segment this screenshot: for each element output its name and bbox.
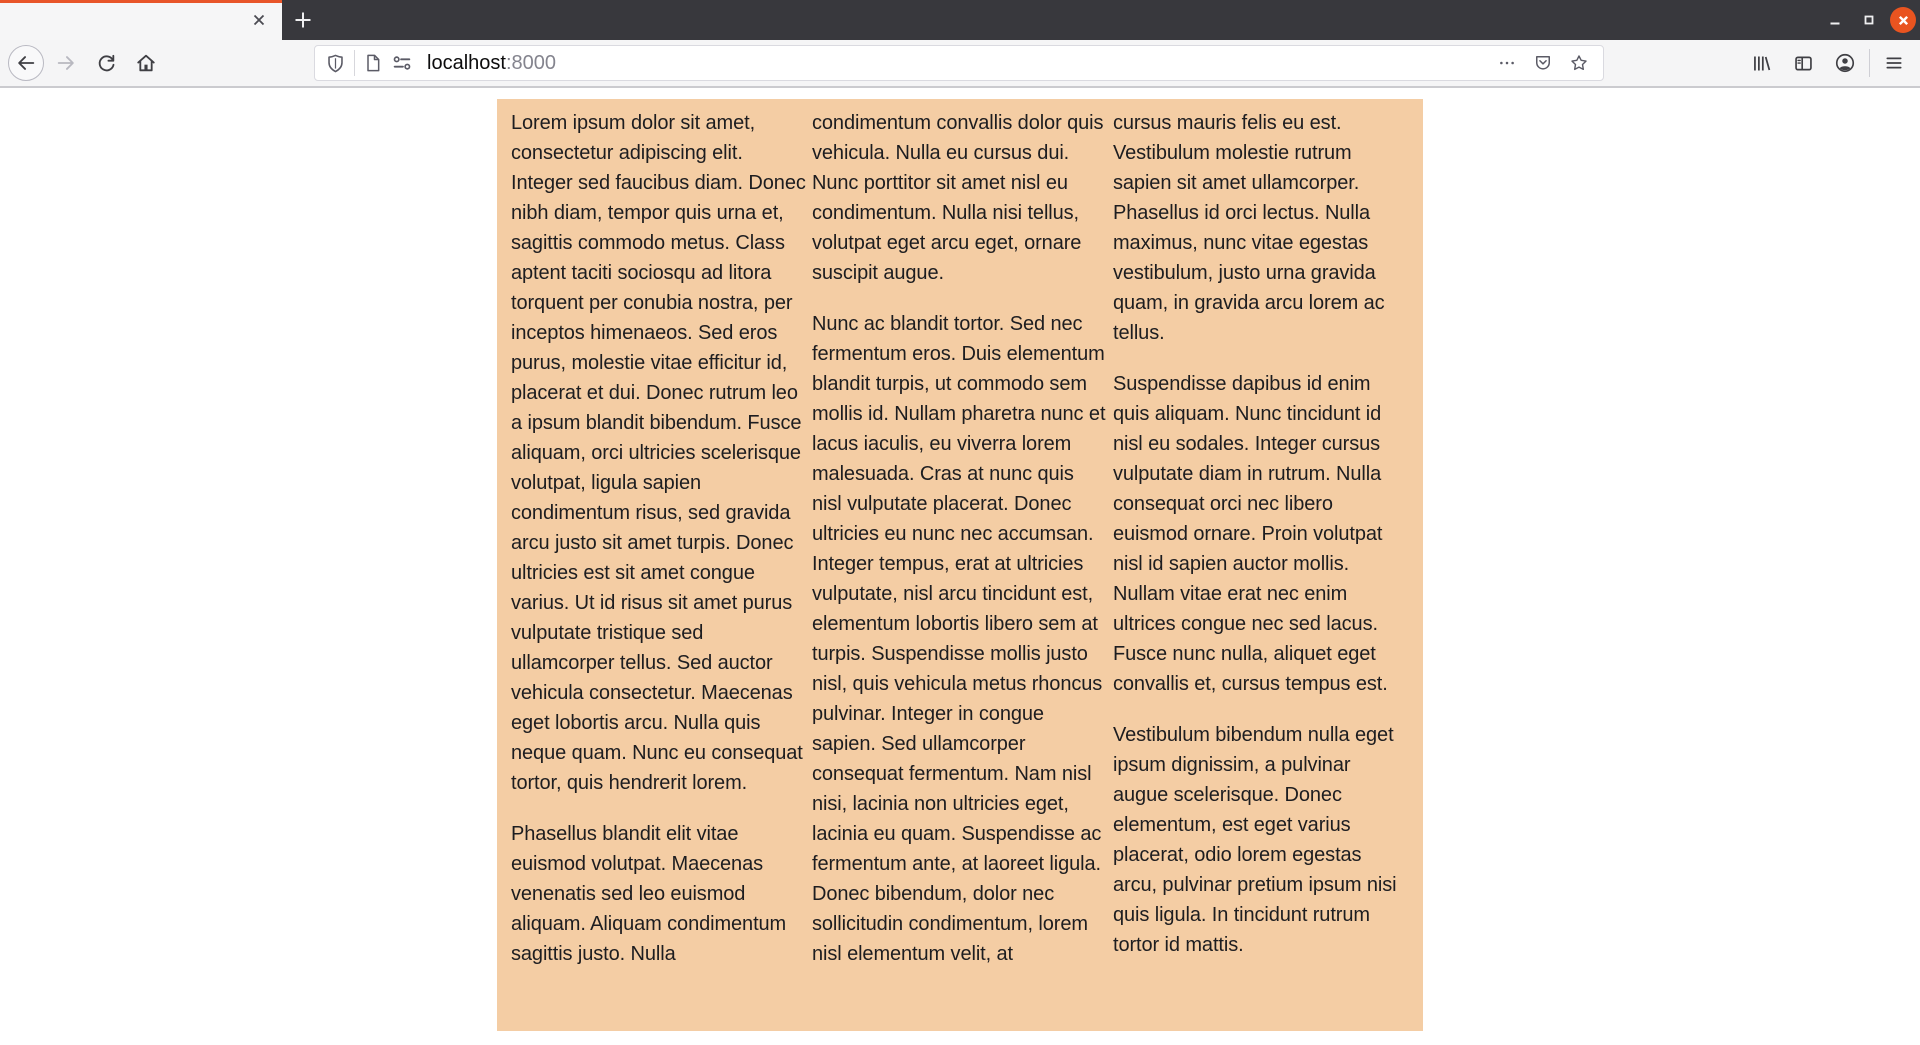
page-actions-button[interactable]: [1493, 49, 1521, 77]
star-icon: [1569, 53, 1589, 73]
forward-arrow-icon: [55, 52, 77, 74]
text-column-3: [1113, 108, 1408, 1022]
hamburger-menu-icon: [1884, 53, 1904, 73]
plus-icon: [293, 10, 313, 30]
home-button[interactable]: [128, 45, 164, 81]
reload-icon: [96, 53, 117, 74]
url-bar[interactable]: [314, 45, 1604, 81]
pocket-icon: [1533, 53, 1553, 73]
text-column-2: [812, 108, 1107, 1022]
paragraph: Vestibulum bibendum nulla eget ipsum dignissim, a pulvinar augue scelerisque. Donec elementum, est eget varius placerat, odio lorem egestas arcu, pulvinar pretium ipsum nisi quis ligula. In tincidunt rutrum tortor id mattis.: [1113, 724, 1397, 956]
url-text[interactable]: [427, 52, 556, 75]
toolbar-separator: [1869, 49, 1870, 77]
close-icon: [1897, 14, 1910, 27]
site-permissions-icon[interactable]: [391, 52, 413, 74]
paragraph: cursus mauris felis eu est. Vestibulum molestie rutrum sapien sit amet ullamcorper. Phasellus id orci lectus. Nulla maximus, nunc vitae egestas vestibulum, justo urna gravida quam, in gravida arcu lorem ac tellus.: [1113, 112, 1385, 344]
lorem-text-container: [497, 99, 1423, 1031]
tab-close-icon[interactable]: [246, 7, 272, 33]
library-icon: [1751, 53, 1772, 74]
library-button[interactable]: [1743, 45, 1779, 81]
back-button[interactable]: [8, 45, 44, 81]
window-restore-button[interactable]: [1856, 7, 1882, 33]
page-info-icon[interactable]: [363, 53, 383, 73]
paragraph: Lorem ipsum dolor sit amet, consectetur adipiscing elit. Integer sed faucibus diam. Donec nibh diam, tempor quis urna et, sagittis commodo metus. Class aptent taciti sociosqu ad litora torquent per conubia nostra, per inceptos himenaeos. Sed eros purus, molestie vitae efficitur id, placerat et dui. Donec rutrum leo a ipsum blandit bibendum. Fusce aliquam, orci ultricies scelerisque volutpat, ligula sapien condimentum risus, sed gravida arcu justo sit amet turpis. Donec ultricies est sit amet congue varius. Ut id risus sit amet purus vulputate tristique sed ullamcorper tellus. Sed auctor vehicula consectetur. Maecenas eget lobortis arcu. Nulla quis neque quam. Nunc eu consequat tortor, quis hendrerit lorem.: [511, 112, 806, 794]
navigation-toolbar: [0, 40, 1920, 88]
save-to-pocket-button[interactable]: [1529, 49, 1557, 77]
paragraph: Nunc ac blandit tortor. Sed nec fermentum eros. Duis elementum blandit turpis, ut commodo sem mollis id. Nullam pharetra nunc et lacus iaculis, eu viverra lorem malesuada. Cras at nunc quis nisl vulputate placerat. Donec ultricies eu nunc nec accumsan. Integer tempus, erat at ultricies vulputate, nisl arcu tincidunt est, elementum lobortis libero sem at turpis. Suspendisse mollis justo nisl, quis vehicula metus rhoncus pulvinar. Integer in congue sapien. Sed ullamcorper consequat fermentum. Nam nisl nisi, lacinia non ultricies eget, lacinia eu quam. Suspendisse ac fermentum ante, at laoreet ligula. Donec bibendum, dolor nec sollicitudin condimentum, lorem nisl elementum velit, at: [812, 313, 1106, 965]
close-icon: [252, 13, 266, 27]
paragraph: Phasellus blandit elit vitae euismod volutpat. Maecenas venenatis sed leo euismod aliquam. Aliquam condimentum sagittis justo. Nulla: [511, 823, 787, 965]
home-icon: [135, 52, 157, 74]
paragraph: condimentum convallis dolor quis vehicula. Nulla eu cursus dui. Nunc porttitor sit amet nisl eu condimentum. Nulla nisi tellus, volutpat eget arcu eget, ornare suscipit augue.: [812, 112, 1104, 284]
forward-button[interactable]: [48, 45, 84, 81]
tracking-protection-shield-icon[interactable]: [325, 53, 346, 74]
active-tab-accent-line: [0, 0, 282, 3]
account-button[interactable]: [1827, 45, 1863, 81]
reload-button[interactable]: [88, 45, 124, 81]
titlebar: [0, 0, 1920, 40]
toolbar-right-group: [1743, 45, 1912, 81]
window-close-button[interactable]: [1890, 7, 1916, 33]
account-person-icon: [1834, 52, 1856, 74]
back-arrow-icon: [15, 52, 37, 74]
url-host: localhost: [427, 51, 506, 74]
restore-icon: [1863, 14, 1875, 26]
text-column-1: [511, 108, 806, 1022]
sidebar-icon: [1793, 53, 1814, 74]
minimize-icon: [1828, 13, 1842, 27]
new-tab-button[interactable]: [284, 0, 322, 40]
window-minimize-button[interactable]: [1822, 7, 1848, 33]
bookmark-star-button[interactable]: [1565, 49, 1593, 77]
paragraph: Suspendisse dapibus id enim quis aliquam. Nunc tincidunt id nisl eu sodales. Integer cursus vulputate diam in rutrum. Nulla consequat orci nec libero euismod ornare. Proin volutpat nisl id sapien auctor mollis. Nullam vitae erat nec enim ultrices congue nec sed lacus. Fusce nunc nulla, aliquet eget convallis et, cursus tempus est.: [1113, 373, 1388, 695]
sidebars-button[interactable]: [1785, 45, 1821, 81]
menu-button[interactable]: [1876, 45, 1912, 81]
urlbar-separator: [354, 50, 355, 76]
browser-viewport: [0, 99, 1920, 1045]
browser-tab-active[interactable]: [0, 0, 282, 40]
url-port: :8000: [505, 51, 556, 74]
ellipsis-icon: [1498, 54, 1516, 72]
window-controls: [1822, 0, 1920, 40]
